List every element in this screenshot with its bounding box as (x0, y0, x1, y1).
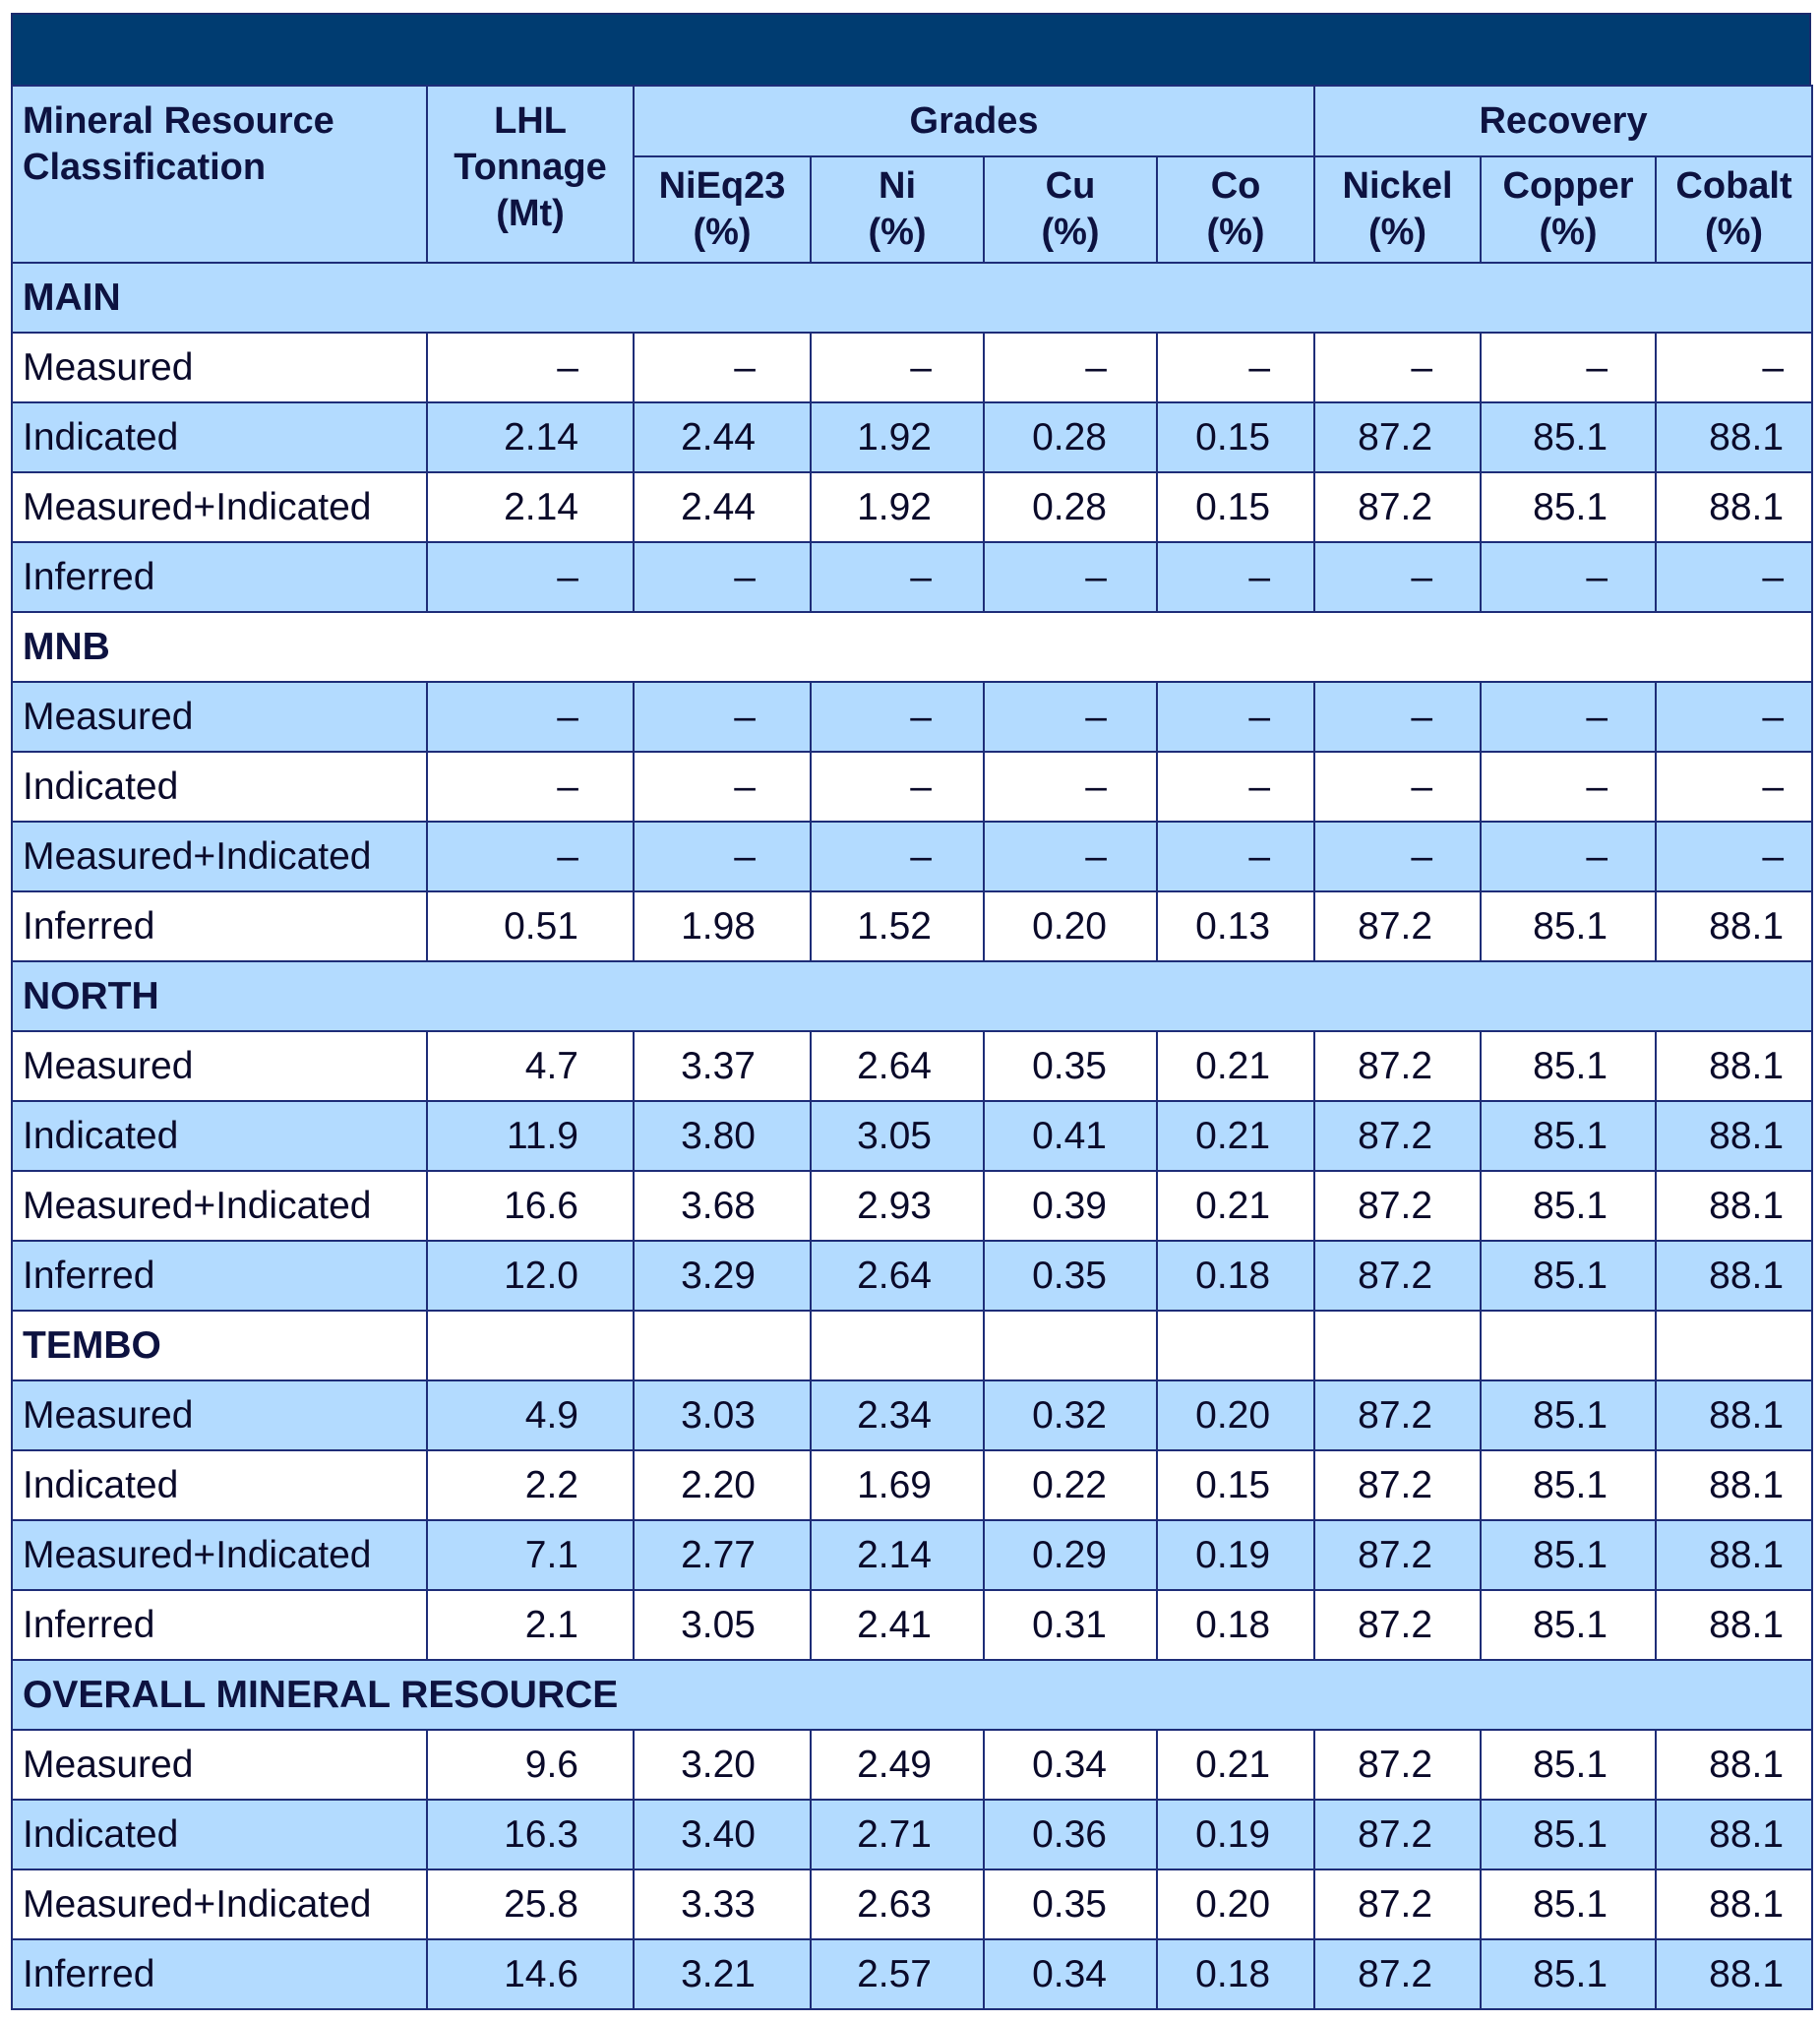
row-label: Measured+Indicated (12, 1171, 427, 1241)
table-cell: 3.37 (634, 1031, 811, 1101)
table-cell: – (1157, 682, 1314, 752)
header-tonnage-label: LHL Tonnage (Mt) (454, 100, 607, 234)
table-cell: 25.8 (427, 1869, 634, 1939)
table-cell: 12.0 (427, 1241, 634, 1311)
section-title: TEMBO (12, 1311, 427, 1380)
table-cell: – (427, 752, 634, 822)
table-cell: – (1157, 752, 1314, 822)
table-cell: 87.2 (1314, 1590, 1481, 1660)
table-cell: 14.6 (427, 1939, 634, 2009)
table-cell: 3.33 (634, 1869, 811, 1939)
section-title: OVERALL MINERAL RESOURCE (12, 1660, 1812, 1730)
table-row (12, 1730, 1812, 1800)
table-cell: 88.1 (1656, 1101, 1812, 1171)
table-cell: 87.2 (1314, 891, 1481, 961)
header-col-0: NiEq23 (%) (634, 156, 811, 263)
table-cell: 87.2 (1314, 1939, 1481, 2009)
table-cell: 87.2 (1314, 1800, 1481, 1869)
table-cell: – (1157, 822, 1314, 891)
table-cell: – (1314, 822, 1481, 891)
table-cell: 0.51 (427, 891, 634, 961)
table-cell: 0.35 (984, 1869, 1157, 1939)
table-row (12, 822, 1812, 891)
table-cell: – (427, 333, 634, 402)
row-label: Measured+Indicated (12, 1520, 427, 1590)
table-cell: 88.1 (1656, 472, 1812, 542)
table-cell: 0.34 (984, 1939, 1157, 2009)
table-cell: 0.15 (1157, 472, 1314, 542)
table-cell: 0.28 (984, 402, 1157, 472)
row-label: Indicated (12, 1800, 427, 1869)
table-cell: 88.1 (1656, 1590, 1812, 1660)
table-cell: 1.92 (811, 402, 984, 472)
table-cell: 2.34 (811, 1380, 984, 1450)
table-cell: 2.64 (811, 1031, 984, 1101)
row-label: Inferred (12, 1241, 427, 1311)
table-cell: 2.20 (634, 1450, 811, 1520)
empty-cell (634, 1311, 811, 1380)
table-cell: 2.1 (427, 1590, 634, 1660)
empty-cell (984, 1311, 1157, 1380)
table-row (12, 1031, 1812, 1101)
table-cell: 0.15 (1157, 1450, 1314, 1520)
table-cell: 0.18 (1157, 1241, 1314, 1311)
table-cell: 85.1 (1481, 402, 1656, 472)
table-cell: – (1157, 542, 1314, 612)
section-title: MAIN (12, 263, 1812, 333)
table-cell: – (811, 542, 984, 612)
mineral-resource-table (11, 85, 1813, 2010)
header-classification: Mineral Resource Classification (12, 86, 427, 263)
table-cell: – (427, 682, 634, 752)
table-cell: 2.77 (634, 1520, 811, 1590)
table-row (12, 1800, 1812, 1869)
table-cell: 0.31 (984, 1590, 1157, 1660)
header-col-5: Copper (%) (1481, 156, 1656, 263)
table-cell: 85.1 (1481, 1869, 1656, 1939)
row-label: Measured (12, 1730, 427, 1800)
table-cell: 85.1 (1481, 1031, 1656, 1101)
table-cell: 85.1 (1481, 1520, 1656, 1590)
empty-cell (1656, 1311, 1812, 1380)
table-cell: 0.35 (984, 1241, 1157, 1311)
table-cell: 0.13 (1157, 891, 1314, 961)
table-cell: 88.1 (1656, 1380, 1812, 1450)
table-cell: 85.1 (1481, 891, 1656, 961)
table-cell: 88.1 (1656, 402, 1812, 472)
table-cell: 0.18 (1157, 1590, 1314, 1660)
table-cell: 0.22 (984, 1450, 1157, 1520)
table-cell: 85.1 (1481, 1171, 1656, 1241)
table-cell: 9.6 (427, 1730, 634, 1800)
header-col-6: Cobalt (%) (1656, 156, 1812, 263)
table-cell: 2.44 (634, 472, 811, 542)
table-cell: 88.1 (1656, 1241, 1812, 1311)
table-cell: 85.1 (1481, 1939, 1656, 2009)
table-cell: 0.39 (984, 1171, 1157, 1241)
table-cell: – (1656, 542, 1812, 612)
table-cell: 1.52 (811, 891, 984, 961)
empty-cell (1481, 1311, 1656, 1380)
table-cell: 0.21 (1157, 1171, 1314, 1241)
table-body (12, 263, 1812, 2009)
table-cell: 85.1 (1481, 472, 1656, 542)
empty-cell (1157, 1311, 1314, 1380)
table-cell: – (427, 542, 634, 612)
table-cell: 0.28 (984, 472, 1157, 542)
table-cell: 11.9 (427, 1101, 634, 1171)
empty-cell (811, 1311, 984, 1380)
table-cell: – (811, 822, 984, 891)
row-label: Indicated (12, 402, 427, 472)
row-label: Indicated (12, 1101, 427, 1171)
table-cell: 2.2 (427, 1450, 634, 1520)
table-title-bar (11, 13, 1811, 85)
row-label: Measured (12, 333, 427, 402)
table-cell: 1.69 (811, 1450, 984, 1520)
section-header-row (12, 612, 1812, 682)
table-cell: 88.1 (1656, 1520, 1812, 1590)
header-col-1: Ni (%) (811, 156, 984, 263)
table-cell: – (1314, 752, 1481, 822)
table-cell: 4.7 (427, 1031, 634, 1101)
table-row (12, 542, 1812, 612)
row-label: Measured (12, 1031, 427, 1101)
table-row (12, 472, 1812, 542)
table-cell: 3.05 (811, 1101, 984, 1171)
table-cell: – (1481, 333, 1656, 402)
table-cell: 3.20 (634, 1730, 811, 1800)
table-cell: – (1314, 682, 1481, 752)
table-cell: – (1481, 682, 1656, 752)
row-label: Indicated (12, 752, 427, 822)
table-cell: – (427, 822, 634, 891)
section-title: NORTH (12, 961, 1812, 1031)
table-cell: 3.03 (634, 1380, 811, 1450)
table-cell: 0.20 (1157, 1869, 1314, 1939)
table-cell: – (984, 333, 1157, 402)
table-cell: 85.1 (1481, 1800, 1656, 1869)
table-cell: 3.80 (634, 1101, 811, 1171)
table-cell: 87.2 (1314, 1101, 1481, 1171)
table-cell: – (811, 333, 984, 402)
table-cell: 0.15 (1157, 402, 1314, 472)
table-cell: 0.20 (984, 891, 1157, 961)
table-cell: 85.1 (1481, 1380, 1656, 1450)
table-cell: 3.05 (634, 1590, 811, 1660)
table-row (12, 891, 1812, 961)
row-label: Measured+Indicated (12, 1869, 427, 1939)
table-row (12, 402, 1812, 472)
table-cell: – (1656, 333, 1812, 402)
table-cell: 3.29 (634, 1241, 811, 1311)
table-cell: 2.63 (811, 1869, 984, 1939)
table-cell: 1.98 (634, 891, 811, 961)
table-cell: 2.49 (811, 1730, 984, 1800)
header-col-2: Cu (%) (984, 156, 1157, 263)
table-cell: 88.1 (1656, 1031, 1812, 1101)
table-cell: 88.1 (1656, 1869, 1812, 1939)
table-cell: 3.68 (634, 1171, 811, 1241)
table-cell: 88.1 (1656, 1450, 1812, 1520)
table-cell: – (1481, 542, 1656, 612)
section-header-row (12, 263, 1812, 333)
table-cell: 1.92 (811, 472, 984, 542)
table-row (12, 1101, 1812, 1171)
table-cell: 2.93 (811, 1171, 984, 1241)
row-label: Measured+Indicated (12, 472, 427, 542)
table-cell: 88.1 (1656, 1730, 1812, 1800)
table-cell: 88.1 (1656, 891, 1812, 961)
table-cell: 3.21 (634, 1939, 811, 2009)
table-cell: 0.20 (1157, 1380, 1314, 1450)
table-cell: – (1157, 333, 1314, 402)
table-cell: 2.71 (811, 1800, 984, 1869)
table-cell: 87.2 (1314, 1520, 1481, 1590)
resource-table-container (11, 13, 1811, 2010)
table-cell: – (1656, 752, 1812, 822)
table-cell: – (984, 682, 1157, 752)
table-cell: 0.21 (1157, 1031, 1314, 1101)
table-cell: 0.29 (984, 1520, 1157, 1590)
table-cell: – (1656, 822, 1812, 891)
table-cell: 88.1 (1656, 1800, 1812, 1869)
table-cell: – (811, 752, 984, 822)
table-cell: – (984, 822, 1157, 891)
table-cell: – (1656, 682, 1812, 752)
table-cell: 16.3 (427, 1800, 634, 1869)
table-cell: 87.2 (1314, 1380, 1481, 1450)
row-label: Inferred (12, 542, 427, 612)
table-cell: 0.21 (1157, 1730, 1314, 1800)
table-cell: 16.6 (427, 1171, 634, 1241)
table-cell: – (1314, 333, 1481, 402)
table-cell: 88.1 (1656, 1939, 1812, 2009)
table-cell: 0.18 (1157, 1939, 1314, 2009)
table-row (12, 1380, 1812, 1450)
section-title: MNB (12, 612, 1812, 682)
header-grades-group: Grades (634, 86, 1314, 156)
table-cell: 0.41 (984, 1101, 1157, 1171)
table-cell: 87.2 (1314, 1869, 1481, 1939)
table-cell: 0.34 (984, 1730, 1157, 1800)
table-cell: 2.41 (811, 1590, 984, 1660)
table-row (12, 1939, 1812, 2009)
table-row (12, 1241, 1812, 1311)
table-row (12, 333, 1812, 402)
table-row (12, 1869, 1812, 1939)
table-cell: 85.1 (1481, 1241, 1656, 1311)
row-label: Indicated (12, 1450, 427, 1520)
section-header-row (12, 961, 1812, 1031)
header-tonnage (427, 86, 634, 263)
table-row (12, 752, 1812, 822)
table-cell: – (634, 542, 811, 612)
table-cell: – (1481, 752, 1656, 822)
table-cell: 2.57 (811, 1939, 984, 2009)
table-cell: 87.2 (1314, 402, 1481, 472)
header-recovery-group: Recovery (1314, 86, 1812, 156)
table-cell: 0.32 (984, 1380, 1157, 1450)
table-cell: 85.1 (1481, 1730, 1656, 1800)
row-label: Measured+Indicated (12, 822, 427, 891)
header-col-4: Nickel (%) (1314, 156, 1481, 263)
table-cell: 87.2 (1314, 1031, 1481, 1101)
table-cell: 85.1 (1481, 1101, 1656, 1171)
row-label: Inferred (12, 891, 427, 961)
table-cell: – (1314, 542, 1481, 612)
table-cell: 0.35 (984, 1031, 1157, 1101)
table-cell: 87.2 (1314, 1730, 1481, 1800)
table-row (12, 682, 1812, 752)
table-row (12, 1520, 1812, 1590)
table-cell: 85.1 (1481, 1450, 1656, 1520)
empty-cell (427, 1311, 634, 1380)
table-cell: – (634, 682, 811, 752)
section-header-row (12, 1660, 1812, 1730)
row-label: Measured (12, 1380, 427, 1450)
table-cell: – (811, 682, 984, 752)
section-header-row (12, 1311, 1812, 1380)
table-cell: 0.36 (984, 1800, 1157, 1869)
row-label: Measured (12, 682, 427, 752)
table-cell: 2.14 (427, 472, 634, 542)
table-cell: – (984, 542, 1157, 612)
table-cell: – (634, 752, 811, 822)
table-cell: 87.2 (1314, 1450, 1481, 1520)
row-label: Inferred (12, 1939, 427, 2009)
table-row (12, 1590, 1812, 1660)
table-row (12, 1171, 1812, 1241)
table-cell: 87.2 (1314, 1241, 1481, 1311)
table-cell: 4.9 (427, 1380, 634, 1450)
table-cell: 88.1 (1656, 1171, 1812, 1241)
table-cell: 0.19 (1157, 1520, 1314, 1590)
table-cell: – (984, 752, 1157, 822)
table-cell: 0.19 (1157, 1800, 1314, 1869)
table-cell: – (634, 333, 811, 402)
table-cell: 87.2 (1314, 1171, 1481, 1241)
table-cell: – (634, 822, 811, 891)
table-cell: 85.1 (1481, 1590, 1656, 1660)
table-cell: 2.44 (634, 402, 811, 472)
table-cell: 2.64 (811, 1241, 984, 1311)
table-cell: – (1481, 822, 1656, 891)
table-cell: 3.40 (634, 1800, 811, 1869)
empty-cell (1314, 1311, 1481, 1380)
table-cell: 0.21 (1157, 1101, 1314, 1171)
table-cell: 2.14 (811, 1520, 984, 1590)
table-row (12, 1450, 1812, 1520)
table-cell: 7.1 (427, 1520, 634, 1590)
row-label: Inferred (12, 1590, 427, 1660)
header-col-3: Co (%) (1157, 156, 1314, 263)
table-cell: 87.2 (1314, 472, 1481, 542)
table-cell: 2.14 (427, 402, 634, 472)
